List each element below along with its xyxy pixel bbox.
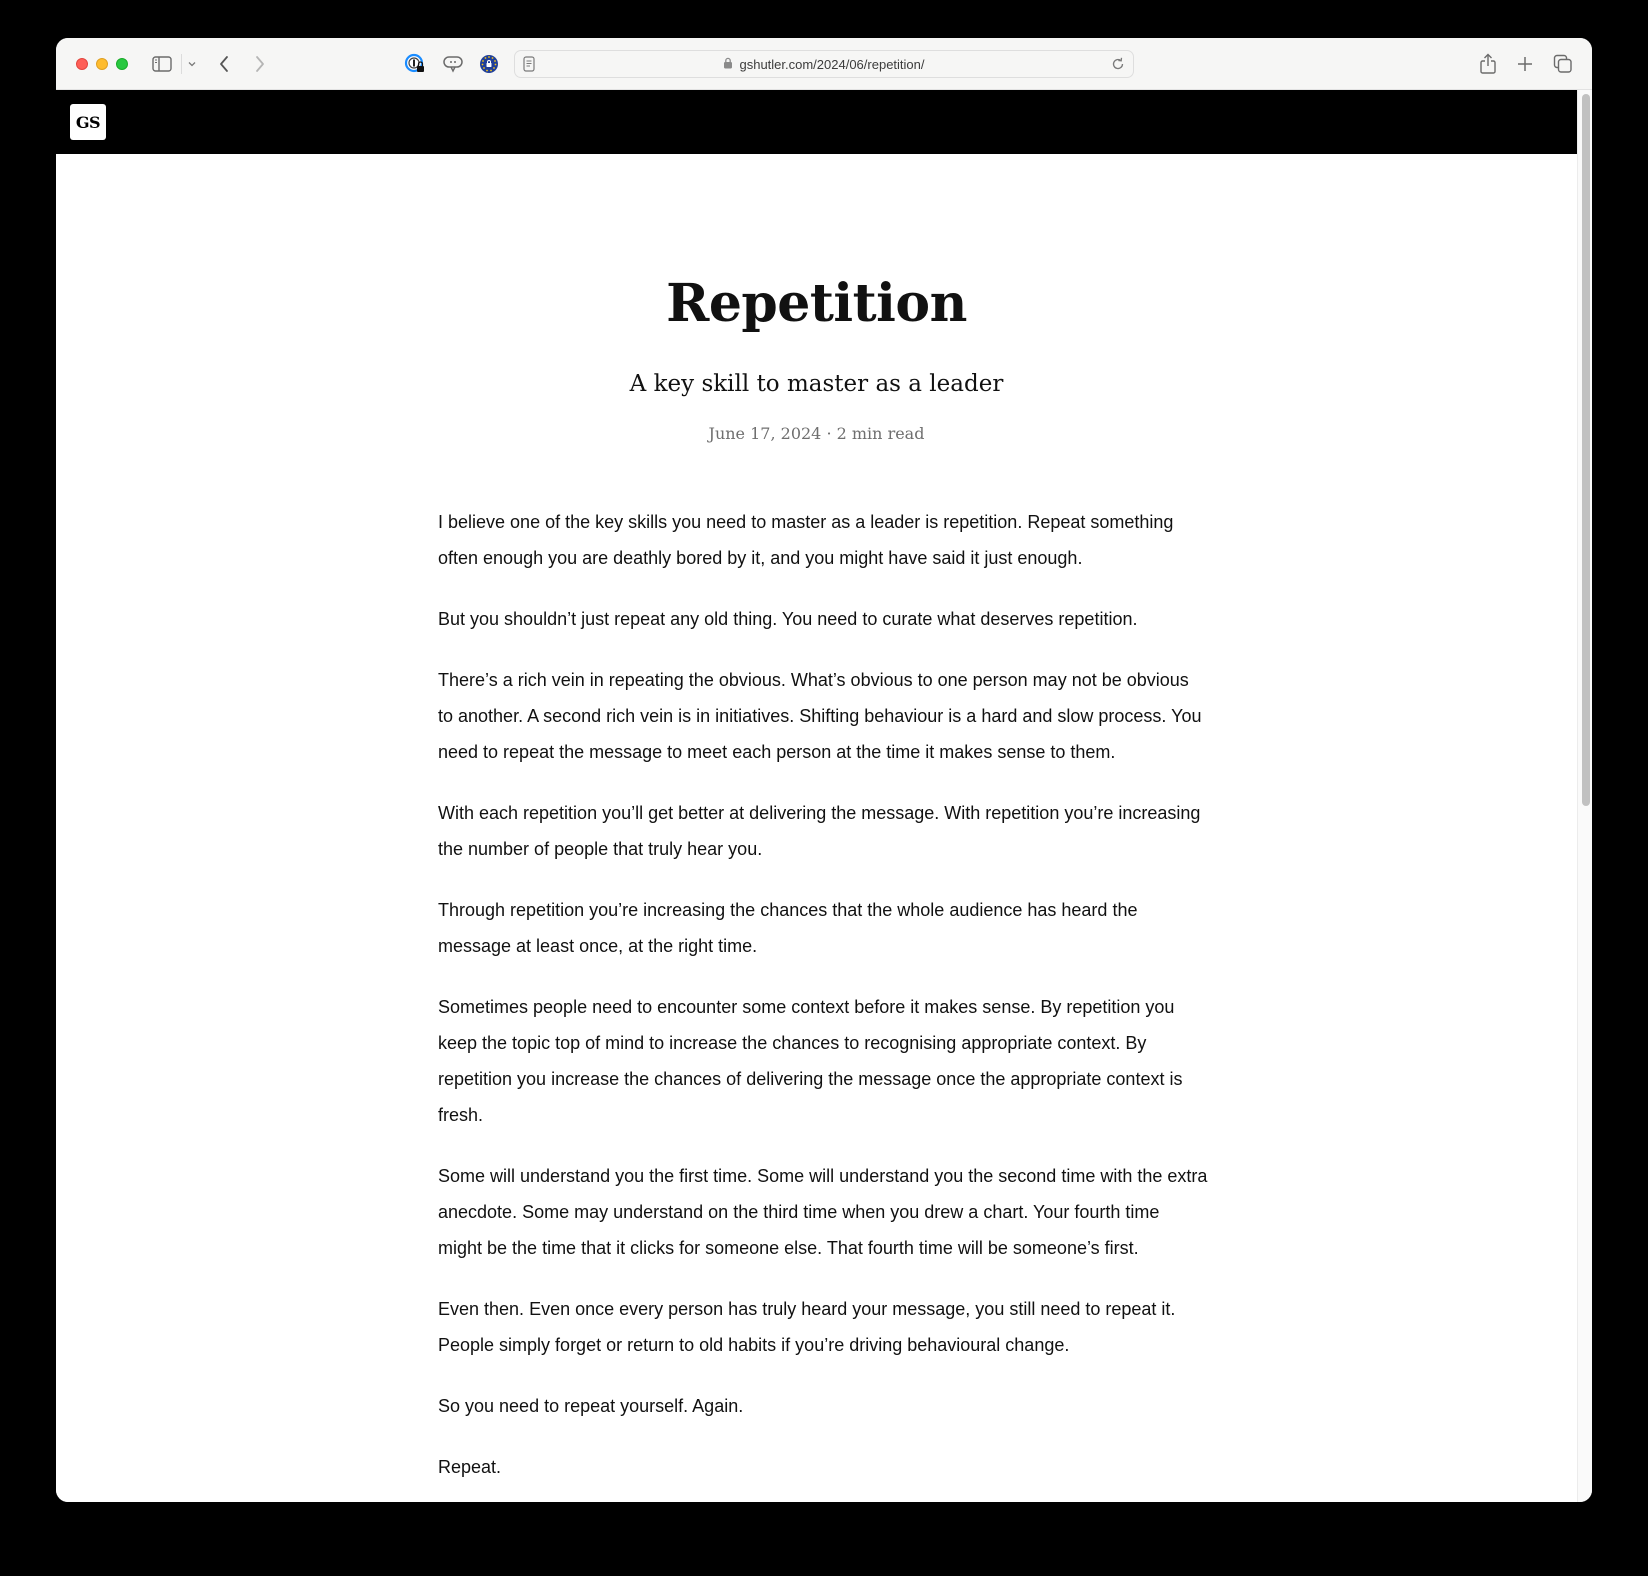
paragraph: Repeat. (438, 1457, 502, 1477)
article-title: Repetition (666, 273, 967, 334)
paragraph: There’s a rich vein in repeating the obvious. What’s obvious to one person may not be obvious to another. A second rich vein is in initiatives. Shifting behaviour is a hard and slow process. You need to repeat the message to meet each person at the time it makes sense to them. (438, 670, 1202, 762)
back-icon[interactable] (218, 52, 230, 76)
article-meta: June 17, 2024 · 2 min read (708, 424, 925, 443)
forward-icon[interactable] (254, 52, 266, 76)
url-display[interactable] (515, 51, 1133, 77)
site-logo-link[interactable]: GS (70, 104, 106, 140)
chevron-down-icon[interactable] (187, 52, 197, 76)
paragraph: Through repetition you’re increasing the chances that the whole audience has heard the message at least once, at the right time. (438, 900, 1138, 956)
paragraph: So you need to repeat yourself. Again. (438, 1396, 744, 1416)
address-bar[interactable] (514, 50, 1134, 78)
paragraph: Even then. Even once every person has truly heard your message, you still need to repeat it. People simply forget or return to old habits if you’re driving behavioural change. (438, 1299, 1176, 1355)
browser-window (56, 38, 1592, 1502)
minimize-window-button[interactable] (96, 58, 108, 70)
browser-toolbar (56, 38, 1592, 90)
site-header (56, 90, 1577, 154)
paragraph: But you shouldn’t just repeat any old thing. You need to curate what deserves repetition. (438, 609, 1138, 629)
paragraph: Sometimes people need to encounter some context before it makes sense. By repetition you keep the topic top of mind to increase the chances to recognising appropriate context. By repetition you increase the chances of delivering the message once the appropriate context is fresh. (438, 997, 1183, 1125)
page-viewport (56, 90, 1577, 1502)
paragraph: With each repetition you’ll get better at delivering the message. With repetition you’re increasing the number of people that truly hear you. (438, 803, 1201, 859)
lock-icon (723, 57, 733, 72)
article-body (438, 504, 1208, 1502)
new-tab-icon[interactable] (1517, 52, 1533, 76)
speech-bubble-icon[interactable] (442, 52, 464, 76)
paragraph: I believe one of the key skills you need to master as a leader is repetition. Repeat something often enough you are deathly bored by it, and you might have said it just enough. (438, 512, 1174, 568)
sidebar-icon[interactable] (152, 52, 172, 76)
vertical-scrollbar[interactable] (1577, 90, 1592, 1502)
paragraph: Some will understand you the first time. Some will understand you the second time with the extra anecdote. Some may understand on the third time when you drew a chart. Your fourth time might be the time that it clicks for someone else. That fourth time will be someone’s first. (438, 1166, 1208, 1258)
tab-overview-icon[interactable] (1553, 52, 1573, 76)
url-text: gshutler.com/2024/06/repetition/ (739, 56, 925, 72)
close-window-button[interactable] (76, 58, 88, 70)
toolbar-divider (181, 54, 182, 74)
zoom-window-button[interactable] (116, 58, 128, 70)
scrollbar-thumb[interactable] (1582, 94, 1590, 806)
article-subtitle: A key skill to master as a leader (629, 371, 1004, 397)
share-icon[interactable] (1479, 52, 1497, 76)
password-manager-icon[interactable] (404, 52, 426, 76)
reload-icon[interactable] (1110, 56, 1126, 77)
privacy-shield-icon[interactable] (479, 52, 499, 76)
